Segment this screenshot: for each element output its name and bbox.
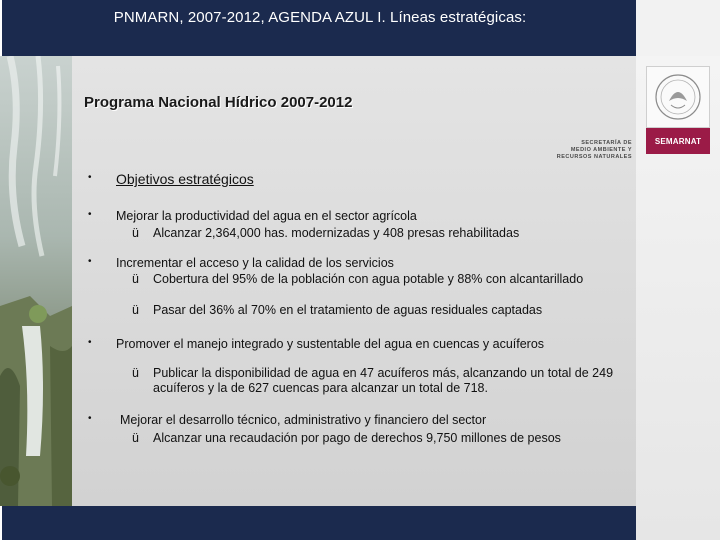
check-icon: ü: [132, 272, 139, 286]
check-icon: ü: [132, 226, 139, 240]
footer-bar: [0, 506, 636, 540]
bullet-text: Incrementar el acceso y la calidad de los servicios: [116, 256, 394, 270]
program-title: Programa Nacional Hídrico 2007-2012: [84, 94, 353, 111]
secretaria-logo-text: SECRETARÍA DE MEDIO AMBIENTE Y RECURSOS NATURALES: [556, 140, 632, 160]
bullet-text: Mejorar el desarrollo técnico, administrativo y financiero del sector: [120, 413, 487, 427]
waterfall-image: [0, 56, 72, 506]
check-text: Pasar del 36% al 70% en el tratamiento de aguas residuales captadas: [153, 303, 543, 317]
check-icon: ü: [132, 303, 139, 317]
check-text: Alcanzar 2,364,000 has. modernizadas y 408 presas rehabilitadas: [153, 226, 520, 240]
check-text: Cobertura del 95% de la población con agua potable y 88% con alcantarillado: [153, 272, 584, 286]
semarnat-badge: SEMARNAT: [646, 128, 710, 154]
check-text: Alcanzar una recaudación por pago de derechos 9,750 millones de pesos: [153, 431, 561, 445]
bullet-icon: •: [88, 413, 92, 424]
bullet-icon: •: [88, 209, 92, 220]
bullet-icon: •: [88, 256, 92, 267]
header-bar: [0, 0, 636, 56]
check-text: Publicar la disponibilidad de agua en 47 acuíferos más, alcanzando un total de 249 acuíferos y la de 627 cuencas para alcanzar un total de 718.: [153, 366, 614, 395]
bullet-text: Objetivos estratégicos: [116, 171, 254, 187]
slide-title: PNMARN, 2007-2012, AGENDA AZUL I. Líneas estratégicas:: [113, 9, 527, 26]
bullet-text: Mejorar la productividad del agua en el sector agrícola: [116, 209, 417, 223]
mexico-seal-logo: [646, 66, 710, 128]
check-icon: ü: [132, 431, 139, 445]
bullet-icon: •: [88, 172, 92, 183]
bullet-text: Promover el manejo integrado y sustentable del agua en cuencas y acuíferos: [116, 337, 545, 351]
check-icon: ü: [132, 366, 139, 380]
bullet-icon: •: [88, 337, 92, 348]
header-corner: [636, 0, 720, 56]
